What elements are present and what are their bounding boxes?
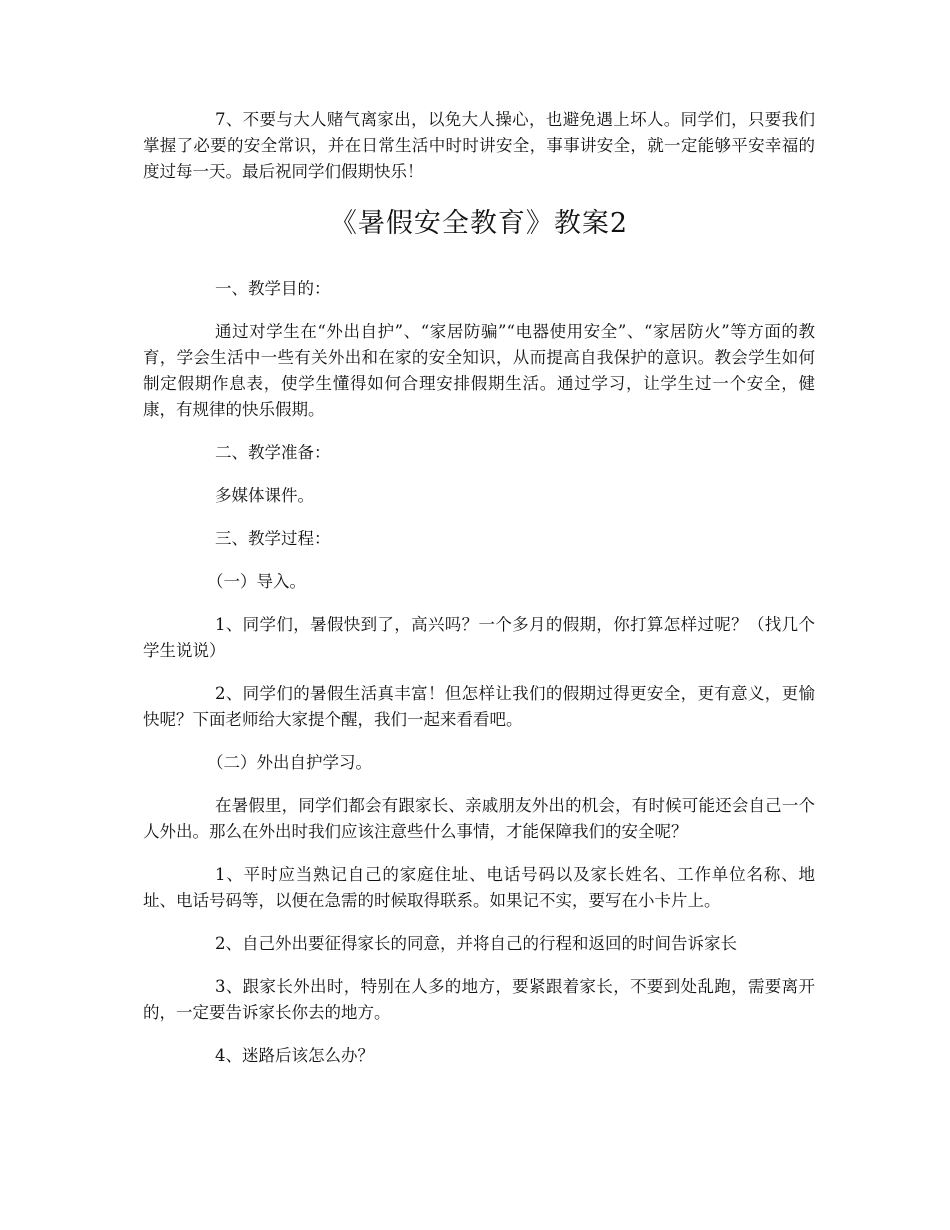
- list-item: 1、同学们，暑假快到了，高兴吗？一个多月的假期，你打算怎样过呢？（找几个学生说说）: [143, 615, 815, 660]
- intro-paragraph: 7、不要与大人赌气离家出，以免大人操心，也避免遇上坏人。同学们，只要我们掌握了必要的安全常识，并在日常生活中时时讲安全，事事讲安全，就一定能够平安幸福的度过每一天。最后祝同学们假期快乐！: [143, 110, 815, 181]
- body-paragraph-preparation: 多媒体课件。: [215, 486, 314, 505]
- section-heading-process: 三、教学过程：: [215, 529, 331, 548]
- section-heading-objectives: 一、教学目的：: [215, 279, 331, 298]
- body-paragraph-self-protection: 在暑假里，同学们都会有跟家长、亲戚朋友外出的机会，有时候可能还会自己一个人外出。那么在外出时我们应该注意些什么事情，才能保障我们的安全呢？: [143, 796, 815, 841]
- list-item: 4、迷路后该怎么办？: [215, 1046, 374, 1065]
- subsection-heading-self-protection: （二）外出自护学习。: [207, 753, 372, 772]
- list-item: 2、同学们的暑假生活真丰富！但怎样让我们的假期过得更安全，更有意义，更愉快呢？下面老师给大家提个醒，我们一起来看看吧。: [143, 684, 815, 729]
- list-item: 1、平时应当熟记自己的家庭住址、电话号码以及家长姓名、工作单位名称、地址、电话号码等，以便在急需的时候取得联系。如果记不实，要写在小卡片上。: [143, 865, 815, 910]
- body-paragraph-objectives: 通过对学生在“外出自护”、“家居防骗”“电器使用安全”、“家居防火”等方面的教育，学会生活中一些有关外出和在家的安全知识，从而提高自我保护的意识。教会学生如何制定假期作息表，使学生懂得如何合理安排假期生活。通过学习，让学生过一个安全，健康，有规律的快乐假期。: [143, 322, 815, 419]
- document-title: 《暑假安全教育》教案2: [329, 208, 629, 239]
- list-item: 2、自己外出要征得家长的同意，并将自己的行程和返回的时间告诉家长: [215, 934, 737, 953]
- document-page: [143, 107, 815, 1069]
- subsection-heading-intro: （一）导入。: [207, 572, 306, 591]
- section-heading-preparation: 二、教学准备：: [215, 443, 331, 462]
- list-item: 3、跟家长外出时，特别在人多的地方，要紧跟着家长，不要到处乱跑，需要离开的，一定要告诉家长你去的地方。: [143, 977, 815, 1022]
